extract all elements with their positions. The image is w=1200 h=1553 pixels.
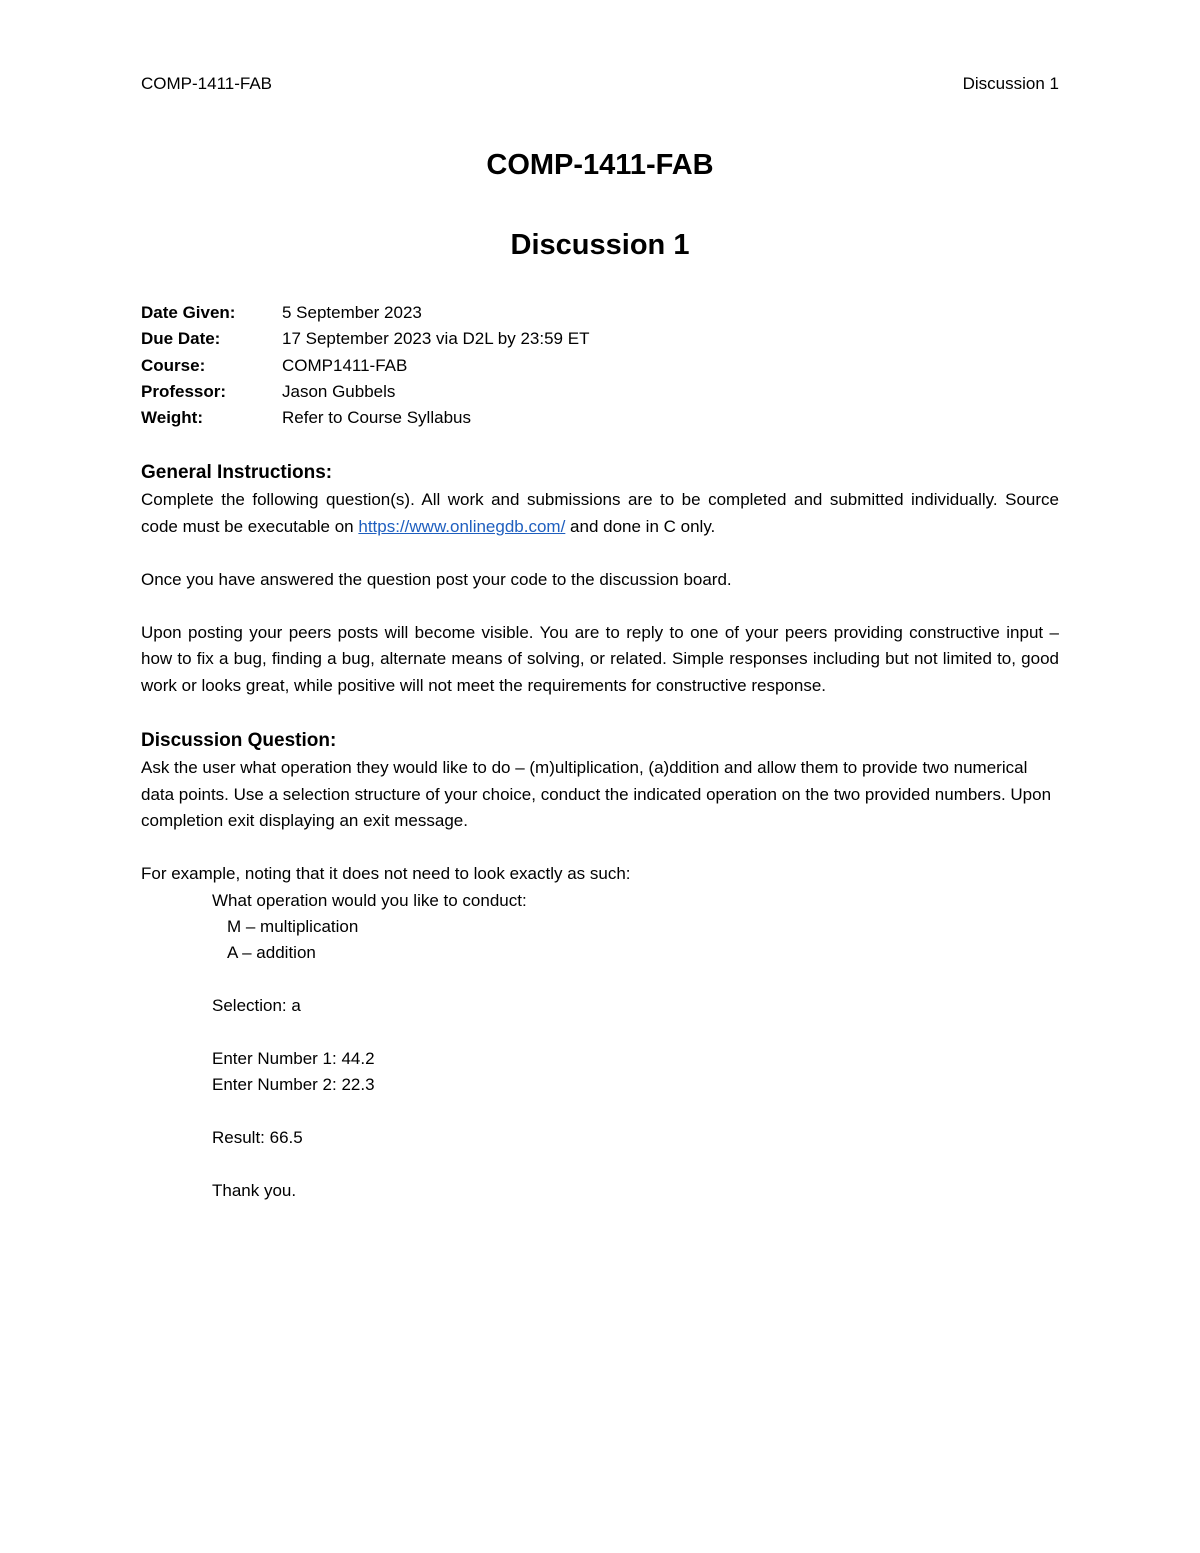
question-paragraph: Ask the user what operation they would like to do – (m)ultiplication, (a)ddition and allow them to provide two numerical data points. Use a selection structure of your choice, conduct the indicated operation on the two provided numbers. Upon completion exit displaying an exit message. <box>141 758 1052 831</box>
spacer <box>141 835 1059 862</box>
meta-label: Due Date: <box>141 329 221 349</box>
document-body <box>141 143 1059 1204</box>
peer-reply-paragraph: Upon posting your peers posts will become visible. You are to reply to one of your peers providing constructive input – how to fix a bug, finding a bug, alternate means of solving, or related. Simple responses including but not limited to, good work or looks great, while positive will not meet the requirements for constructive response. <box>141 622 1059 695</box>
general-instructions-section <box>141 459 1059 699</box>
example-number-1: Enter Number 1: 44.2 <box>212 1048 375 1068</box>
example-number-2: Enter Number 2: 22.3 <box>212 1075 375 1095</box>
example-thanks: Thank you. <box>212 1180 297 1200</box>
paragraph-text: and done in C only. <box>565 516 716 536</box>
example-option-addition: A – addition <box>227 943 316 963</box>
spacer <box>141 1151 1059 1178</box>
meta-label: Professor: <box>141 381 227 401</box>
post-code-paragraph: Once you have answered the question post your code to the discussion board. <box>141 569 732 589</box>
meta-value: 17 September 2023 via D2L by 23:59 ET <box>282 329 590 349</box>
example-output <box>141 861 1059 1204</box>
meta-label: Course: <box>141 355 206 375</box>
header-course-code: COMP-1411-FAB <box>141 74 273 93</box>
meta-value: Jason Gubbels <box>282 381 396 401</box>
spacer <box>141 1019 1059 1046</box>
example-selection: Selection: a <box>212 996 301 1016</box>
onlinegdb-link[interactable]: https://www.onlinegdb.com/ <box>358 516 566 536</box>
meta-row-due-date <box>141 326 1059 352</box>
meta-value: Refer to Course Syllabus <box>282 408 471 428</box>
example-prompt: What operation would you like to conduct: <box>212 890 527 910</box>
example-result: Result: 66.5 <box>212 1128 303 1148</box>
running-header <box>141 74 1059 96</box>
meta-label: Weight: <box>141 408 204 428</box>
meta-value: COMP1411-FAB <box>282 355 408 375</box>
spacer <box>141 540 1059 567</box>
example-intro: For example, noting that it does not need to look exactly as such: <box>141 864 631 884</box>
example-option-multiplication: M – multiplication <box>227 917 359 937</box>
discussion-question-heading: Discussion Question: <box>141 730 337 752</box>
general-instructions-paragraph <box>141 487 1059 540</box>
meta-row-weight <box>141 405 1059 431</box>
paragraph-text: Complete the following question(s). All work and submissions are to be completed and submitted individually. Source code must be executable on <box>141 490 1059 536</box>
header-doc-name: Discussion 1 <box>962 74 1059 93</box>
spacer <box>141 1099 1059 1126</box>
general-instructions-heading: General Instructions: <box>141 462 333 484</box>
discussion-question-section <box>141 727 1059 1204</box>
document-title: COMP-1411-FAB <box>486 149 714 181</box>
meta-row-professor <box>141 379 1059 405</box>
spacer <box>141 967 1059 994</box>
spacer <box>141 593 1059 620</box>
meta-row-date-given <box>141 300 1059 326</box>
assignment-details <box>141 300 1059 431</box>
meta-row-course <box>141 353 1059 379</box>
meta-label: Date Given: <box>141 303 236 322</box>
document-subtitle: Discussion 1 <box>510 229 690 261</box>
meta-value: 5 September 2023 <box>282 303 422 322</box>
